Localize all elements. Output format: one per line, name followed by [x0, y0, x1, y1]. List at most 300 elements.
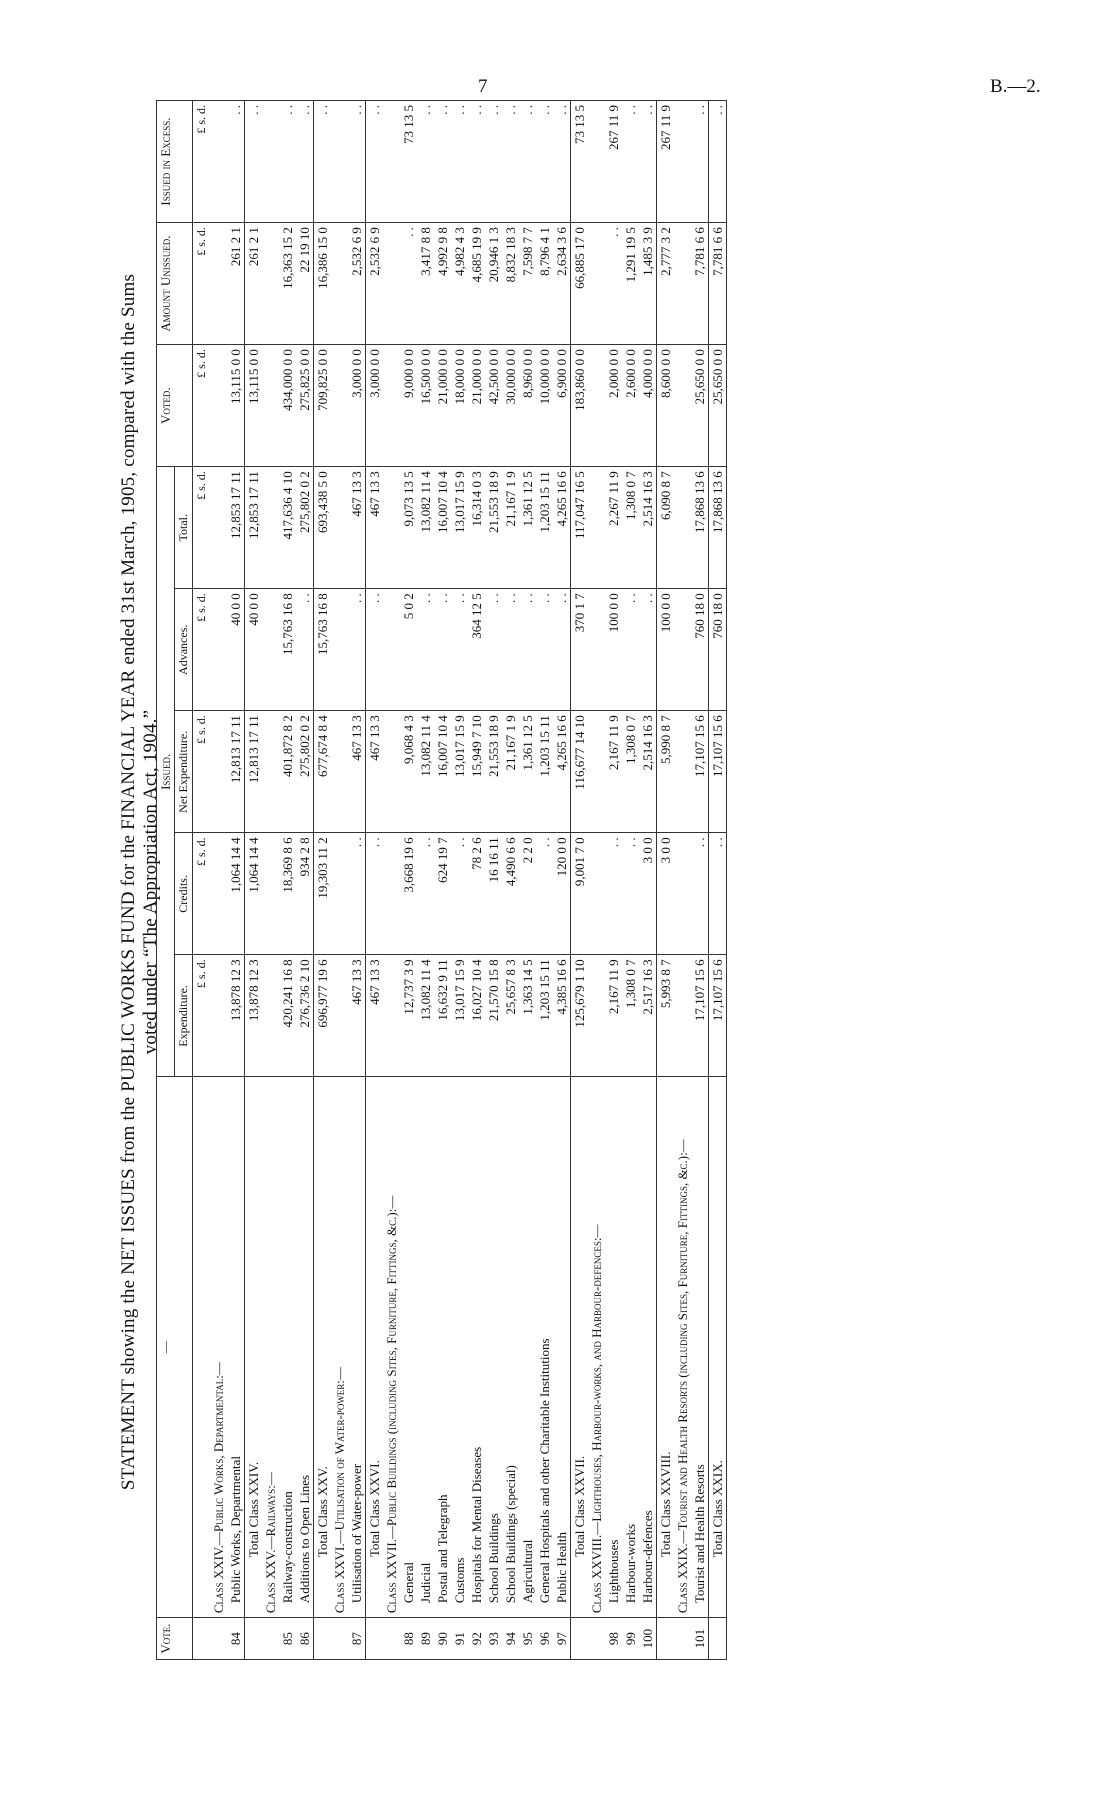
cell-cred: 934 2 8 [296, 833, 314, 955]
cell-exc: 73 13 5 [400, 101, 417, 223]
table-row [434, 101, 451, 1660]
vote-number: 95 [519, 1618, 536, 1660]
cell-voted: 2,600 0 0 [622, 345, 639, 467]
cell-net: 677,674 8 4 [314, 711, 332, 833]
cell-voted: 183,860 0 0 [571, 345, 589, 467]
cell-tot: 467 13 3 [366, 467, 384, 589]
cell-tot: 275,802 0 2 [296, 467, 314, 589]
cell-net: 21,167 1 9 [502, 711, 519, 833]
cell-unis [674, 223, 691, 345]
cell-exc: . . [553, 101, 571, 223]
cell-voted: 9,000 0 0 [400, 345, 417, 467]
cell-unis: 4,685 19 9 [468, 223, 485, 345]
cell-cred [331, 833, 348, 955]
vote-number [657, 1618, 675, 1660]
cell-cred: . . [451, 833, 468, 955]
header-issued: Issued. [157, 467, 175, 1077]
cell-adv: 15,763 16 8 [279, 589, 296, 711]
total-row [657, 101, 675, 1660]
cell-net [262, 711, 279, 833]
table-row [605, 101, 622, 1660]
row-description: Class XXV.—Railways:— [262, 1077, 279, 1618]
cell-net: 401,872 8 2 [279, 711, 296, 833]
cell-exp: 16,027 10 4 [468, 955, 485, 1077]
cell-cred: 18,369 8 6 [279, 833, 296, 955]
cell-net [331, 711, 348, 833]
cell-adv: . . [434, 589, 451, 711]
cell-exc: . . [366, 101, 384, 223]
cell-net [588, 711, 605, 833]
table-row [348, 101, 366, 1660]
row-description: Total Class XXVI. [366, 1077, 384, 1618]
cell-exp: 125,679 1 10 [571, 955, 589, 1077]
cell-voted: 18,000 0 0 [451, 345, 468, 467]
cell-voted [262, 345, 279, 467]
class-heading-row [331, 101, 348, 1660]
vote-number: 89 [417, 1618, 434, 1660]
vote-number: 85 [279, 1618, 296, 1660]
cell-voted [674, 345, 691, 467]
cell-exp: 17,107 15 6 [709, 955, 727, 1077]
cell-exc: . . [691, 101, 709, 223]
table-row [485, 101, 502, 1660]
cell-adv: 100 0 0 [657, 589, 675, 711]
cell-adv: . . [536, 589, 553, 711]
cell-unis [383, 223, 400, 345]
header-net-expenditure: Net Expenditure. [175, 711, 193, 833]
vote-number [314, 1618, 332, 1660]
cell-cred: . . [348, 833, 366, 955]
cell-unis: 66,885 17 0 [571, 223, 589, 345]
cell-exc: . . [502, 101, 519, 223]
table-row [691, 101, 709, 1660]
cell-adv: . . [519, 589, 536, 711]
row-description: Utilisation of Water-power [348, 1077, 366, 1618]
units-cell: £ s. d. [193, 589, 211, 711]
cell-exp [588, 955, 605, 1077]
vote-number: 99 [622, 1618, 639, 1660]
cell-exp: 696,977 19 6 [314, 955, 332, 1077]
cell-exc: . . [451, 101, 468, 223]
cell-exp: 420,241 16 8 [279, 955, 296, 1077]
cell-cred: 4,490 6 6 [502, 833, 519, 955]
cell-voted: 42,500 0 0 [485, 345, 502, 467]
vote-number: 98 [605, 1618, 622, 1660]
row-description: Harbour-works [622, 1077, 639, 1618]
cell-unis: 22 19 10 [296, 223, 314, 345]
cell-exc [383, 101, 400, 223]
table-row [519, 101, 536, 1660]
row-description: Harbour-defences [639, 1077, 657, 1618]
cell-exc: . . [314, 101, 332, 223]
class-heading-row [262, 101, 279, 1660]
cell-unis [262, 223, 279, 345]
header-expenditure: Expenditure. [175, 955, 193, 1077]
cell-exp: 1,363 14 5 [519, 955, 536, 1077]
row-description: Total Class XXVIII. [657, 1077, 675, 1618]
header-amount-unissued: Amount Unissued. [157, 223, 193, 345]
cell-tot: 2,267 11 9 [605, 467, 622, 589]
cell-cred: 3,668 19 6 [400, 833, 417, 955]
cell-net: 12,813 17 11 [227, 711, 245, 833]
class-heading-row [210, 101, 227, 1660]
cell-exc: . . [348, 101, 366, 223]
units-cell: £ s. d. [193, 223, 211, 345]
cell-unis: 261 2 1 [245, 223, 263, 345]
units-cell: £ s. d. [193, 345, 211, 467]
cell-exp: 21,570 15 8 [485, 955, 502, 1077]
cell-cred: 2 2 0 [519, 833, 536, 955]
cell-exc: . . [709, 101, 727, 223]
cell-tot [383, 467, 400, 589]
row-description: Tourist and Health Resorts [691, 1077, 709, 1618]
cell-cred [262, 833, 279, 955]
cell-voted: 709,825 0 0 [314, 345, 332, 467]
cell-adv: . . [639, 589, 657, 711]
cell-tot: 1,361 12 5 [519, 467, 536, 589]
row-description: Public Works, Departmental [227, 1077, 245, 1618]
row-description: Railway-construction [279, 1077, 296, 1618]
cell-adv [210, 589, 227, 711]
header-description: — [157, 1077, 193, 1618]
cell-cred: 9,001 7 0 [571, 833, 589, 955]
cell-exp: 1,308 0 7 [622, 955, 639, 1077]
row-description: Additions to Open Lines [296, 1077, 314, 1618]
units-cell: £ s. d. [193, 467, 211, 589]
cell-exp: 13,878 12 3 [245, 955, 263, 1077]
cell-unis: . . [400, 223, 417, 345]
cell-adv: 364 12 5 [468, 589, 485, 711]
cell-cred: 78 2 6 [468, 833, 485, 955]
vote-number: 92 [468, 1618, 485, 1660]
cell-unis: 7,781 6 6 [691, 223, 709, 345]
cell-net: 2,514 16 3 [639, 711, 657, 833]
cell-unis: 261 2 1 [227, 223, 245, 345]
cell-exc: . . [245, 101, 263, 223]
vote-number: 84 [227, 1618, 245, 1660]
row-description: Customs [451, 1077, 468, 1618]
cell-cred [674, 833, 691, 955]
cell-adv: . . [296, 589, 314, 711]
cell-net [674, 711, 691, 833]
vote-number [588, 1618, 605, 1660]
cell-exp: 13,017 15 9 [451, 955, 468, 1077]
cell-net: 15,949 7 10 [468, 711, 485, 833]
row-description: Judicial [417, 1077, 434, 1618]
cell-tot [588, 467, 605, 589]
cell-tot [262, 467, 279, 589]
cell-exp: 25,657 8 3 [502, 955, 519, 1077]
cell-exp [262, 955, 279, 1077]
cell-cred: . . [622, 833, 639, 955]
cell-adv: 15,763 16 8 [314, 589, 332, 711]
cell-voted: 6,900 0 0 [553, 345, 571, 467]
cell-cred: 1,064 14 4 [227, 833, 245, 955]
cell-adv [674, 589, 691, 711]
cell-cred: 16 16 11 [485, 833, 502, 955]
table-row [536, 101, 553, 1660]
cell-tot: 13,082 11 4 [417, 467, 434, 589]
cell-exc: . . [227, 101, 245, 223]
cell-adv: . . [366, 589, 384, 711]
cell-adv: 5 0 2 [400, 589, 417, 711]
cell-net: 116,677 14 10 [571, 711, 589, 833]
table-row [553, 101, 571, 1660]
cell-unis: 3,417 8 8 [417, 223, 434, 345]
cell-exp [331, 955, 348, 1077]
row-description: Total Class XXVII. [571, 1077, 589, 1618]
cell-net: 5,990 8 7 [657, 711, 675, 833]
class-heading-row [674, 101, 691, 1660]
vote-number: 100 [639, 1618, 657, 1660]
cell-tot: 13,017 15 9 [451, 467, 468, 589]
cell-adv: . . [502, 589, 519, 711]
cell-unis: 2,777 3 2 [657, 223, 675, 345]
cell-net: 13,017 15 9 [451, 711, 468, 833]
cell-exc: . . [485, 101, 502, 223]
cell-net: 467 13 3 [366, 711, 384, 833]
page-number: 7 [478, 76, 488, 97]
cell-voted: 3,000 0 0 [366, 345, 384, 467]
cell-tot: 1,203 15 11 [536, 467, 553, 589]
cell-unis: 1,485 3 9 [639, 223, 657, 345]
vote-number [210, 1618, 227, 1660]
row-description: Class XXVIII.—Lighthouses, Harbour-works, and Harbour-defences:— [588, 1077, 605, 1618]
cell-voted: 10,000 0 0 [536, 345, 553, 467]
cell-unis: 4,992 9 8 [434, 223, 451, 345]
cell-unis: 16,386 15 0 [314, 223, 332, 345]
cell-adv [588, 589, 605, 711]
cell-voted: 25,650 0 0 [691, 345, 709, 467]
header-vote: Vote. [157, 1618, 193, 1660]
cell-net [210, 711, 227, 833]
cell-net: 2,167 11 9 [605, 711, 622, 833]
cell-cred: . . [366, 833, 384, 955]
cell-net: 9,068 4 3 [400, 711, 417, 833]
cell-tot [674, 467, 691, 589]
cell-exc: . . [296, 101, 314, 223]
cell-unis [210, 223, 227, 345]
cell-exp [383, 955, 400, 1077]
cell-exp: 467 13 3 [348, 955, 366, 1077]
vote-number [245, 1618, 263, 1660]
row-description: Class XXVI.—Utilisation of Water-power:— [331, 1077, 348, 1618]
cell-cred: 3 0 0 [657, 833, 675, 955]
issues-table [156, 100, 727, 1660]
table-body [193, 101, 727, 1660]
cell-tot: 4,265 16 6 [553, 467, 571, 589]
cell-adv: 760 18 0 [691, 589, 709, 711]
total-row [709, 101, 727, 1660]
cell-voted [588, 345, 605, 467]
row-description: Class XXIX.—Tourist and Health Resorts (including Sites, Furniture, Fittings, &c.):— [674, 1077, 691, 1618]
cell-adv: . . [553, 589, 571, 711]
table-row [279, 101, 296, 1660]
cell-tot: 6,090 8 7 [657, 467, 675, 589]
cell-cred: 120 0 0 [553, 833, 571, 955]
cell-cred: . . [605, 833, 622, 955]
cell-tot [210, 467, 227, 589]
cell-voted: 8,960 0 0 [519, 345, 536, 467]
cell-exc: . . [417, 101, 434, 223]
cell-tot: 693,438 5 0 [314, 467, 332, 589]
cell-exp: 13,878 12 3 [227, 955, 245, 1077]
cell-adv [331, 589, 348, 711]
cell-tot: 2,514 16 3 [639, 467, 657, 589]
cell-adv: 100 0 0 [605, 589, 622, 711]
cell-adv: . . [417, 589, 434, 711]
cell-exc [210, 101, 227, 223]
cell-cred: 1,064 14 4 [245, 833, 263, 955]
cell-exp: 13,082 11 4 [417, 955, 434, 1077]
cell-exc: . . [622, 101, 639, 223]
table-row [227, 101, 245, 1660]
cell-voted: 4,000 0 0 [639, 345, 657, 467]
cell-voted [331, 345, 348, 467]
page-reference: B.—2. [990, 76, 1041, 97]
row-description: Public Health [553, 1077, 571, 1618]
total-row [245, 101, 263, 1660]
cell-exc: 73 13 5 [571, 101, 589, 223]
cell-tot: 12,853 17 11 [245, 467, 263, 589]
cell-exp [210, 955, 227, 1077]
cell-voted: 3,000 0 0 [348, 345, 366, 467]
cell-cred: . . [417, 833, 434, 955]
cell-exp: 16,632 9 11 [434, 955, 451, 1077]
cell-net: 275,802 0 2 [296, 711, 314, 833]
units-row [193, 101, 211, 1660]
cell-exc [331, 101, 348, 223]
cell-exc: 267 11 9 [605, 101, 622, 223]
header-credits: Credits. [175, 833, 193, 955]
cell-adv [383, 589, 400, 711]
cell-tot: 16,314 0 3 [468, 467, 485, 589]
vote-number: 88 [400, 1618, 417, 1660]
cell-unis: 2,532 6 9 [366, 223, 384, 345]
cell-net [383, 711, 400, 833]
row-description: Postal and Telegraph [434, 1077, 451, 1618]
cell-adv: . . [485, 589, 502, 711]
row-description: Total Class XXIV. [245, 1077, 263, 1618]
title-line-1: STATEMENT showing the NET ISSUES from the PUBLIC WORKS FUND for the FINANCIAL YEAR ended 31st March, 1905, compared with the Sums [118, 273, 139, 1491]
row-description: General Hospitals and other Charitable Institutions [536, 1077, 553, 1618]
cell-net: 467 13 3 [348, 711, 366, 833]
cell-exc [588, 101, 605, 223]
cell-unis: 1,291 19 5 [622, 223, 639, 345]
cell-tot: 467 13 3 [348, 467, 366, 589]
cell-exp: 17,107 15 6 [691, 955, 709, 1077]
vote-number: 101 [691, 1618, 709, 1660]
cell-exc: . . [279, 101, 296, 223]
cell-exp: 4,385 16 6 [553, 955, 571, 1077]
table-row [639, 101, 657, 1660]
row-description: Total Class XXIX. [709, 1077, 727, 1618]
cell-tot: 1,308 0 7 [622, 467, 639, 589]
row-description: Agricultural [519, 1077, 536, 1618]
cell-unis: 20,946 1 3 [485, 223, 502, 345]
cell-voted: 275,825 0 0 [296, 345, 314, 467]
table-row [502, 101, 519, 1660]
cell-voted: 8,600 0 0 [657, 345, 675, 467]
cell-cred: 19,303 11 2 [314, 833, 332, 955]
cell-voted: 13,115 0 0 [245, 345, 263, 467]
vote-number: 86 [296, 1618, 314, 1660]
header-total: Total. [175, 467, 193, 589]
cell-tot: 9,073 13 5 [400, 467, 417, 589]
cell-unis [331, 223, 348, 345]
row-description: General [400, 1077, 417, 1618]
cell-voted: 434,000 0 0 [279, 345, 296, 467]
cell-voted [210, 345, 227, 467]
cell-unis: 2,532 6 9 [348, 223, 366, 345]
vote-number [709, 1618, 727, 1660]
cell-voted: 2,000 0 0 [605, 345, 622, 467]
cell-adv: 40 0 0 [227, 589, 245, 711]
cell-exp [674, 955, 691, 1077]
row-description: Class XXVII.—Public Buildings (including Sites, Furniture, Fittings, &c.):— [383, 1077, 400, 1618]
cell-adv: . . [622, 589, 639, 711]
row-description: Hospitals for Mental Diseases [468, 1077, 485, 1618]
cell-exc: . . [434, 101, 451, 223]
cell-tot: 12,853 17 11 [227, 467, 245, 589]
cell-voted: 16,500 0 0 [417, 345, 434, 467]
cell-unis: 4,982 4 3 [451, 223, 468, 345]
cell-tot: 21,553 18 9 [485, 467, 502, 589]
vote-number [674, 1618, 691, 1660]
vote-number [571, 1618, 589, 1660]
vote-number [366, 1618, 384, 1660]
cell-unis: 8,832 18 3 [502, 223, 519, 345]
cell-tot: 17,868 13 6 [709, 467, 727, 589]
vote-number: 96 [536, 1618, 553, 1660]
table-row [451, 101, 468, 1660]
cell-exp: 467 13 3 [366, 955, 384, 1077]
cell-net: 1,361 12 5 [519, 711, 536, 833]
cell-net: 16,007 10 4 [434, 711, 451, 833]
cell-exp: 1,203 15 11 [536, 955, 553, 1077]
cell-voted: 25,650 0 0 [709, 345, 727, 467]
cell-exp: 5,993 8 7 [657, 955, 675, 1077]
cell-voted: 13,115 0 0 [227, 345, 245, 467]
cell-exc: . . [519, 101, 536, 223]
units-cell: £ s. d. [193, 101, 211, 223]
cell-net: 1,308 0 7 [622, 711, 639, 833]
cell-tot: 117,047 16 5 [571, 467, 589, 589]
vote-number: 93 [485, 1618, 502, 1660]
cell-tot [331, 467, 348, 589]
cell-exc: 267 11 9 [657, 101, 675, 223]
cell-exp: 276,736 2 10 [296, 955, 314, 1077]
vote-number: 91 [451, 1618, 468, 1660]
cell-voted: 30,000 0 0 [502, 345, 519, 467]
vote-number: 97 [553, 1618, 571, 1660]
cell-unis: 7,781 6 6 [709, 223, 727, 345]
cell-adv: . . [348, 589, 366, 711]
table-row [296, 101, 314, 1660]
cell-adv: 760 18 0 [709, 589, 727, 711]
cell-cred: . . [536, 833, 553, 955]
cell-net: 1,203 15 11 [536, 711, 553, 833]
cell-adv: 40 0 0 [245, 589, 263, 711]
vote-number: 87 [348, 1618, 366, 1660]
cell-unis: 7,598 7 7 [519, 223, 536, 345]
cell-unis [588, 223, 605, 345]
title-line-2: voted under “The Appropriation Act, 1904.” [140, 709, 161, 1055]
cell-cred: . . [709, 833, 727, 955]
cell-exp: 2,167 11 9 [605, 955, 622, 1077]
cell-net: 12,813 17 11 [245, 711, 263, 833]
table-row [400, 101, 417, 1660]
